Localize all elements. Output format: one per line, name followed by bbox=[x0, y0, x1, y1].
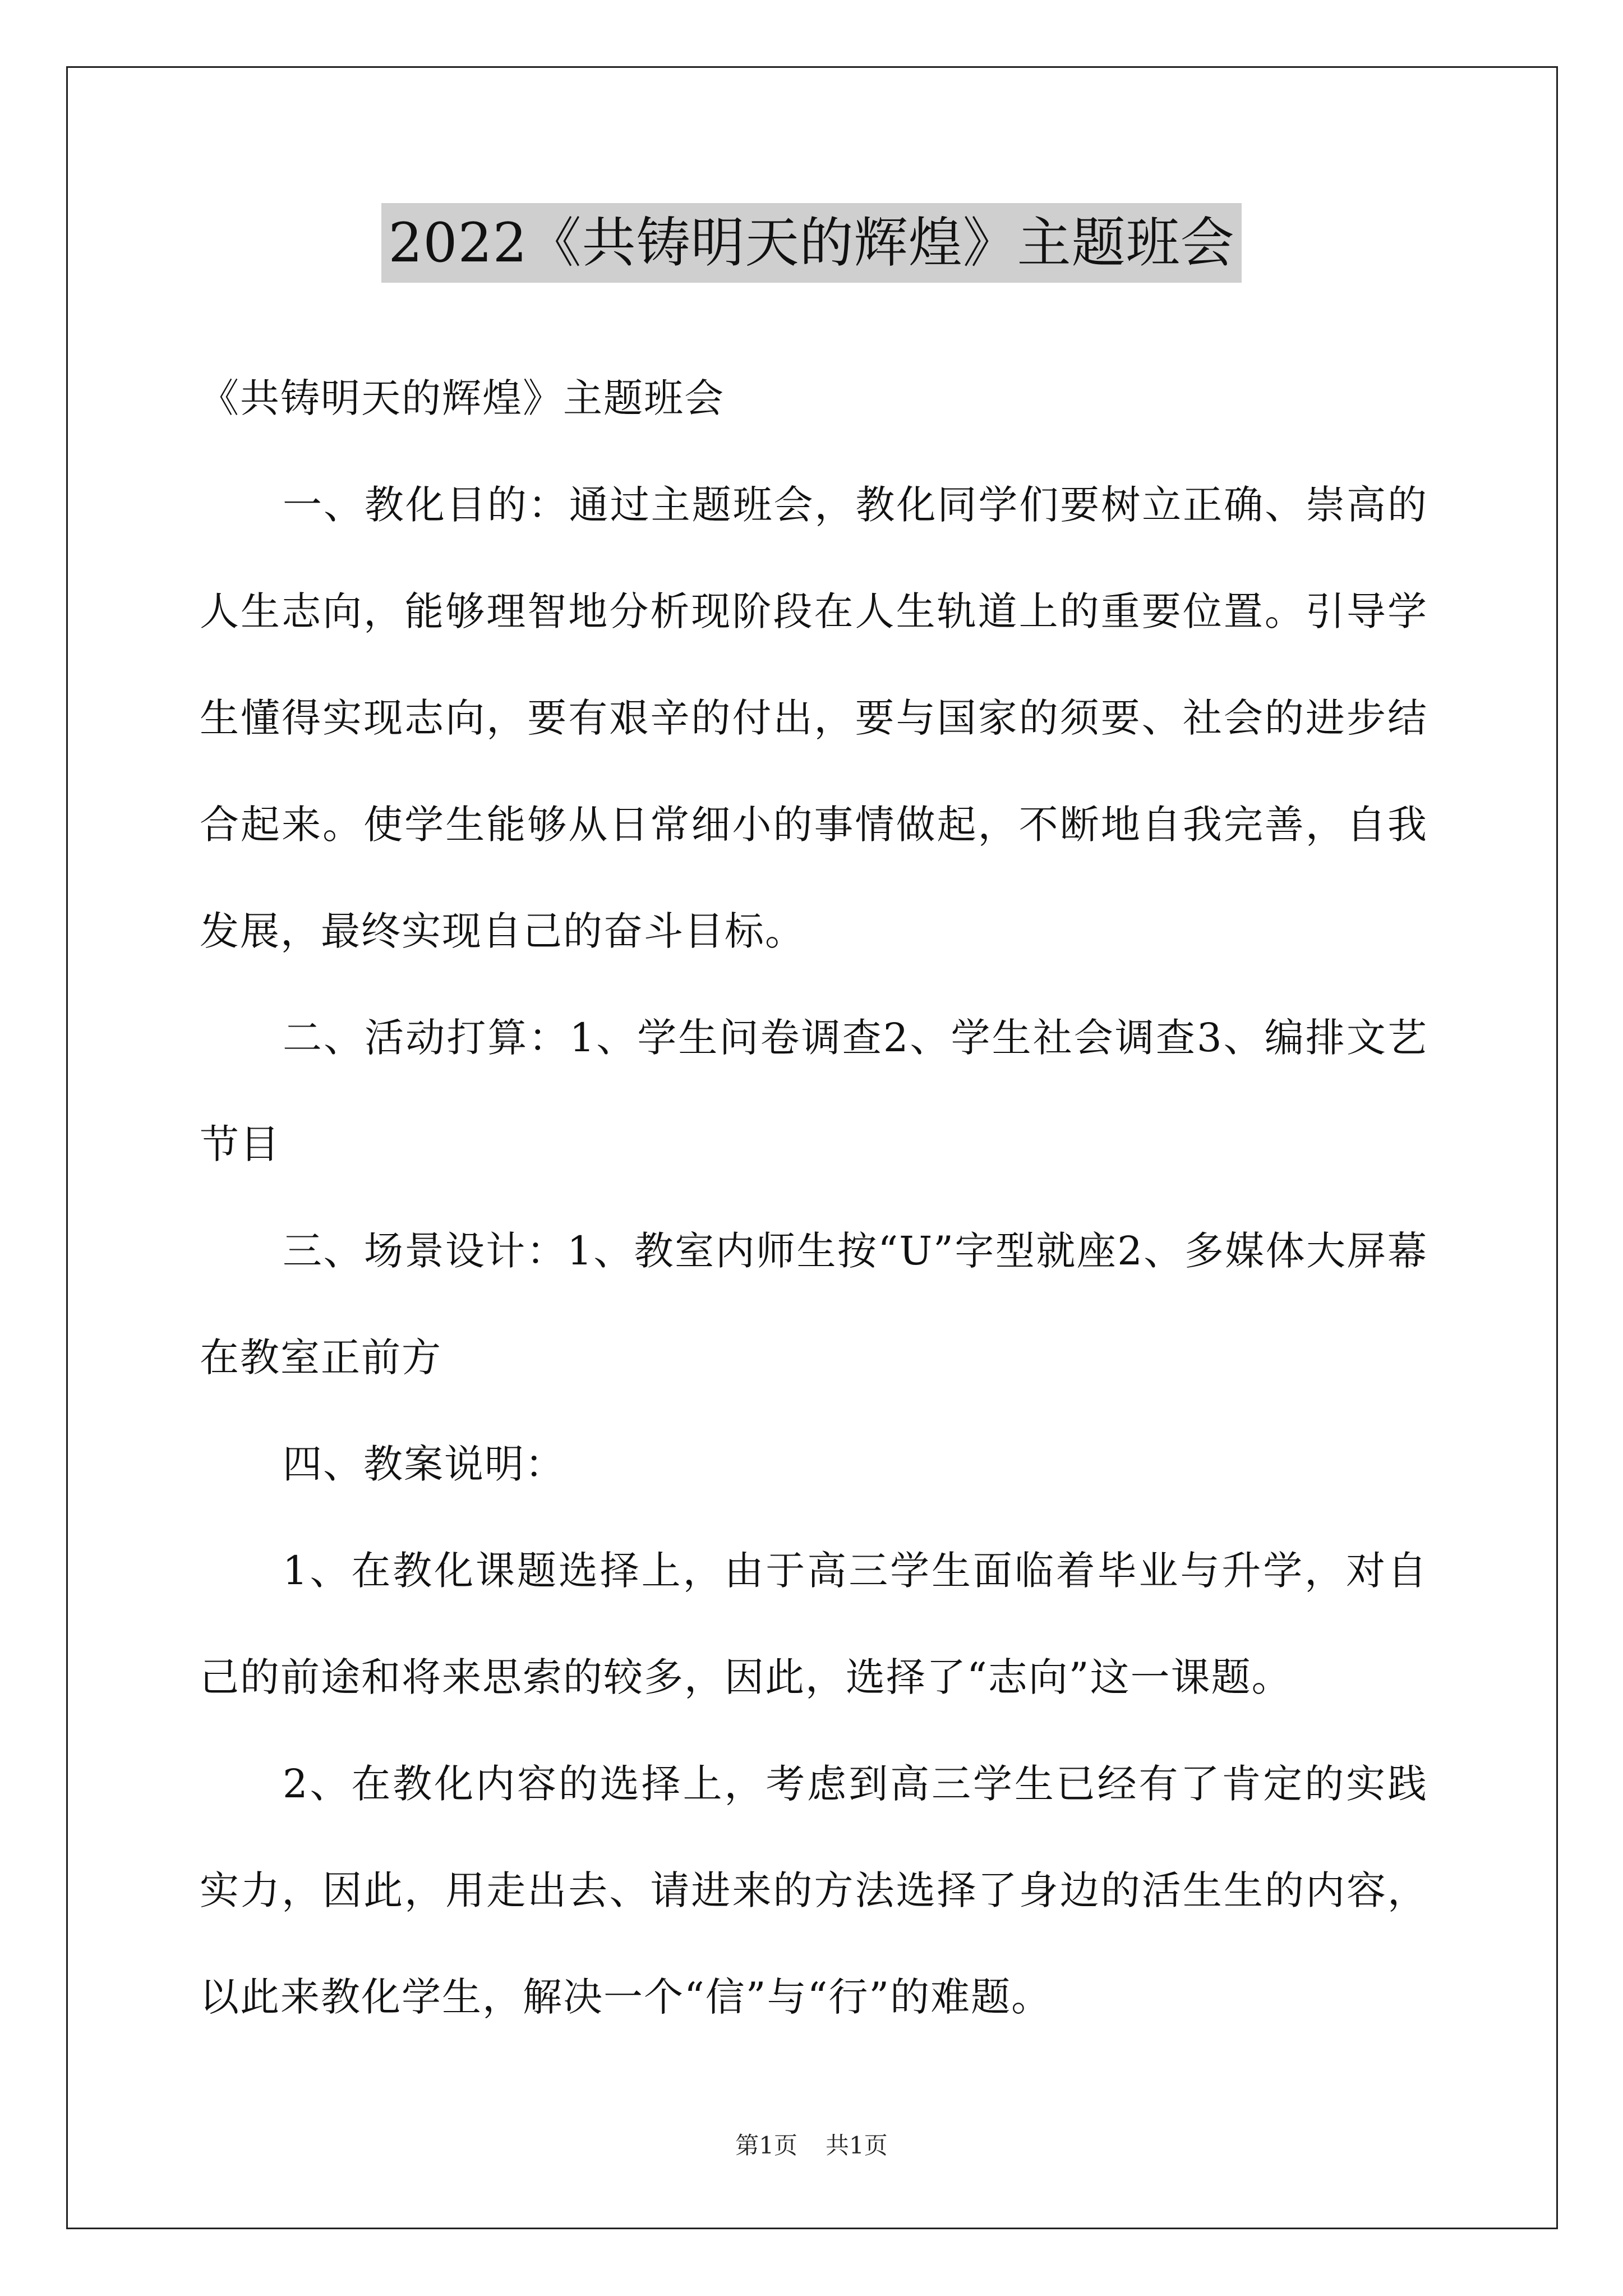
paragraph-objective: 一、教化目的：通过主题班会，教化同学们要树立正确、崇高的人生志向，能够理智地分析现阶段在人生轨道上的重要位置。引导学生懂得实现志向，要有艰辛的付出，要与国家的须要、社会的进步结合起来。使学生能够从日常细小的事情做起，不断地自我完善，自我发展，最终实现自己的奋斗目标。 bbox=[200, 482, 1428, 954]
paragraph-note-2: 2、在教化内容的选择上，考虑到高三学生已经有了肯定的实践实力，因此，用走出去、请进来的方法选择了身边的活生生的内容，以此来教化学生，解决一个“信”与“行”的难题。 bbox=[200, 1761, 1428, 2020]
page-number-current: 第1页 bbox=[735, 2132, 797, 2159]
paragraph-lesson-notes-heading: 四、教案说明： bbox=[283, 1441, 565, 1487]
document-body bbox=[200, 345, 1428, 2050]
page-footer bbox=[0, 2129, 1623, 2162]
document-title: 2022《共铸明天的辉煌》主题班会 bbox=[381, 203, 1241, 283]
paragraph-note-1: 1、在教化课题选择上，由于高三学生面临着毕业与升学，对自己的前途和将来思索的较多，因此，选择了“志向”这一课题。 bbox=[200, 1548, 1428, 1700]
title-container bbox=[0, 203, 1623, 283]
page-number-total: 共1页 bbox=[826, 2132, 888, 2159]
paragraph-scene-design: 三、场景设计：1、教室内师生按“U”字型就座2、多媒体大屏幕在教室正前方 bbox=[200, 1228, 1428, 1381]
paragraph-preparation: 二、活动打算：1、学生问卷调查2、学生社会调查3、编排文艺节目 bbox=[200, 1015, 1428, 1167]
subtitle-paragraph: 《共铸明天的辉煌》主题班会 bbox=[200, 375, 725, 421]
